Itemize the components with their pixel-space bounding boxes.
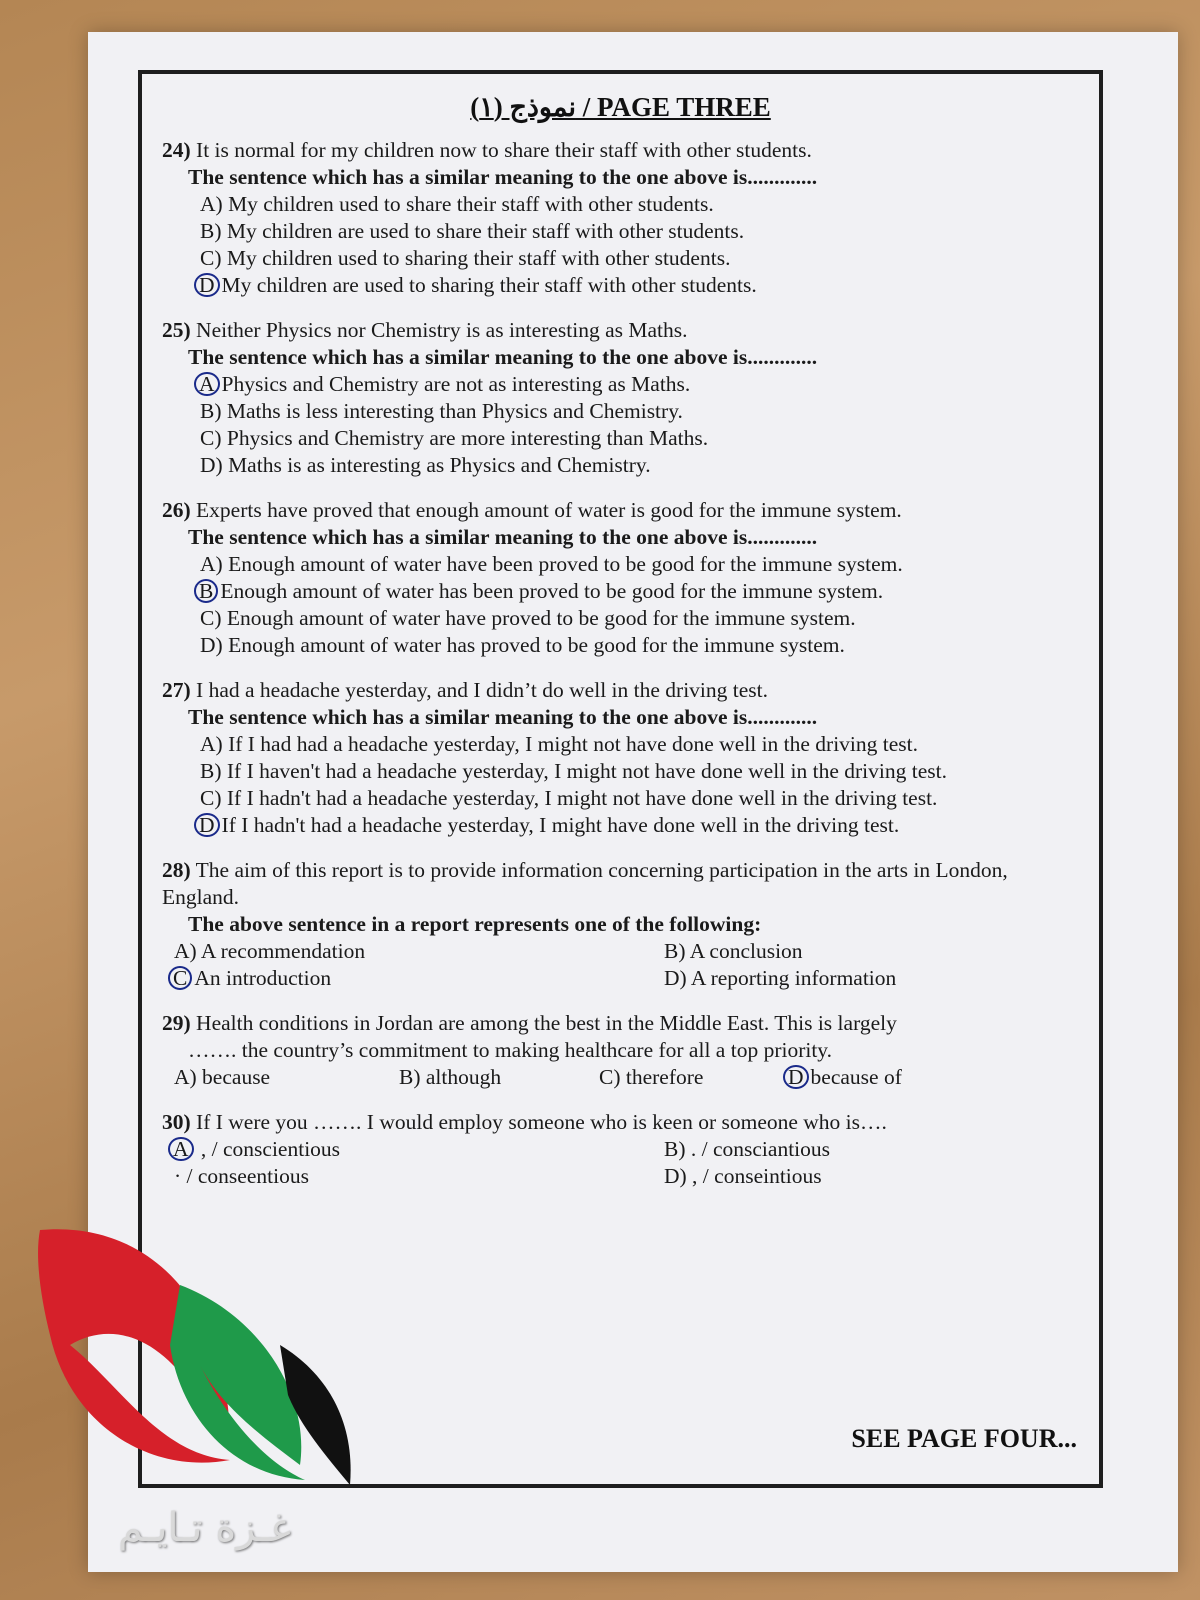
question-stem: I had a headache yesterday, and I didn’t do well in the driving test. <box>196 678 769 702</box>
option-d: D) Enough amount of water has proved to be good for the immune system. <box>200 633 845 657</box>
option-c-circled: C An introduction <box>174 965 664 992</box>
question-number: 27) <box>162 678 191 702</box>
answer-circle: B <box>194 579 218 603</box>
question-stem: If I were you ……. I would employ someone who is keen or someone who is…. <box>196 1110 887 1134</box>
option-b: B) Maths is less interesting than Physics and Chemistry. <box>200 399 683 423</box>
question-stem: The aim of this report is to provide information concerning participation in the arts in London, England. <box>162 858 1008 909</box>
question-instruction: The sentence which has a similar meaning to the one above is............. <box>188 165 818 189</box>
question-stem: Health conditions in Jordan are among the best in the Middle East. This is largely <box>196 1011 897 1035</box>
watermark-text: غـزة تـايـم <box>118 1505 291 1551</box>
question-number: 29) <box>162 1011 191 1035</box>
option-a: A) because <box>174 1065 271 1089</box>
option-b: B) My children are used to share their staff with other students. <box>200 219 745 243</box>
question-30 <box>162 1109 1079 1190</box>
question-number: 28) <box>162 858 191 882</box>
page-title: نموذج (١) / PAGE THREE <box>470 92 771 122</box>
watermark-logo-icon <box>30 1225 370 1545</box>
option-b: B) If I haven't had a headache yesterday, I might not have done well in the driving test. <box>200 759 947 783</box>
question-stem-continued: ……. the country’s commitment to making healthcare for all a top priority. <box>188 1038 833 1062</box>
question-25 <box>162 317 1079 479</box>
option-a-circled: A , / conscientious <box>174 1136 664 1163</box>
question-number: 25) <box>162 318 191 342</box>
question-27 <box>162 677 1079 839</box>
option-b-circled: B Enough amount of water has been proved to be good for the immune system. <box>200 578 1079 605</box>
answer-circle: D <box>783 1065 809 1089</box>
option-c: · / conseentious <box>174 1164 309 1188</box>
option-a: A) Enough amount of water have been proved to be good for the immune system. <box>200 552 903 576</box>
option-d-circled: D because of <box>789 1064 1079 1091</box>
option-c: C) therefore <box>599 1065 704 1089</box>
option-d: D) , / conseintious <box>664 1164 822 1188</box>
question-instruction: The sentence which has a similar meaning to the one above is............. <box>188 525 818 549</box>
question-number: 24) <box>162 138 191 162</box>
question-instruction: The sentence which has a similar meaning to the one above is............. <box>188 345 818 369</box>
question-stem: Experts have proved that enough amount of water is good for the immune system. <box>196 498 902 522</box>
answer-circle: A <box>194 372 220 396</box>
option-d: D) A reporting information <box>664 966 897 990</box>
option-b: B) . / consciantious <box>664 1137 831 1161</box>
question-instruction: The sentence which has a similar meaning to the one above is............. <box>188 705 818 729</box>
question-instruction: The above sentence in a report represents one of the following: <box>188 912 762 936</box>
question-24 <box>162 137 1079 299</box>
option-b: B) A conclusion <box>664 939 803 963</box>
option-a: A) A recommendation <box>174 939 366 963</box>
option-d: D) Maths is as interesting as Physics and Chemistry. <box>200 453 651 477</box>
question-number: 30) <box>162 1110 191 1134</box>
option-a: A) My children used to share their staff with other students. <box>200 192 714 216</box>
option-a-circled: A Physics and Chemistry are not as interesting as Maths. <box>200 371 1079 398</box>
option-c: C) My children used to sharing their staff with other students. <box>200 246 731 270</box>
answer-circle: C <box>168 966 192 990</box>
answer-circle: D <box>194 813 220 837</box>
option-c: C) Physics and Chemistry are more interesting than Maths. <box>200 426 709 450</box>
option-d-circled: D If I hadn't had a headache yesterday, I might have done well in the driving test. <box>200 812 1079 839</box>
option-a: A) If I had had a headache yesterday, I might not have done well in the driving test. <box>200 732 919 756</box>
option-c: C) Enough amount of water have proved to be good for the immune system. <box>200 606 856 630</box>
see-next-page: SEE PAGE FOUR... <box>851 1424 1077 1453</box>
question-26 <box>162 497 1079 659</box>
option-d-circled: D My children are used to sharing their staff with other students. <box>200 272 1079 299</box>
question-stem: Neither Physics nor Chemistry is as interesting as Maths. <box>196 318 688 342</box>
question-29 <box>162 1010 1079 1091</box>
option-b: B) although <box>399 1065 502 1089</box>
option-c: C) If I hadn't had a headache yesterday, I might not have done well in the driving test. <box>200 786 938 810</box>
answer-circle: D <box>194 273 220 297</box>
answer-circle: A <box>168 1137 194 1161</box>
question-stem: It is normal for my children now to share their staff with other students. <box>196 138 812 162</box>
question-number: 26) <box>162 498 191 522</box>
question-28 <box>162 857 1079 992</box>
